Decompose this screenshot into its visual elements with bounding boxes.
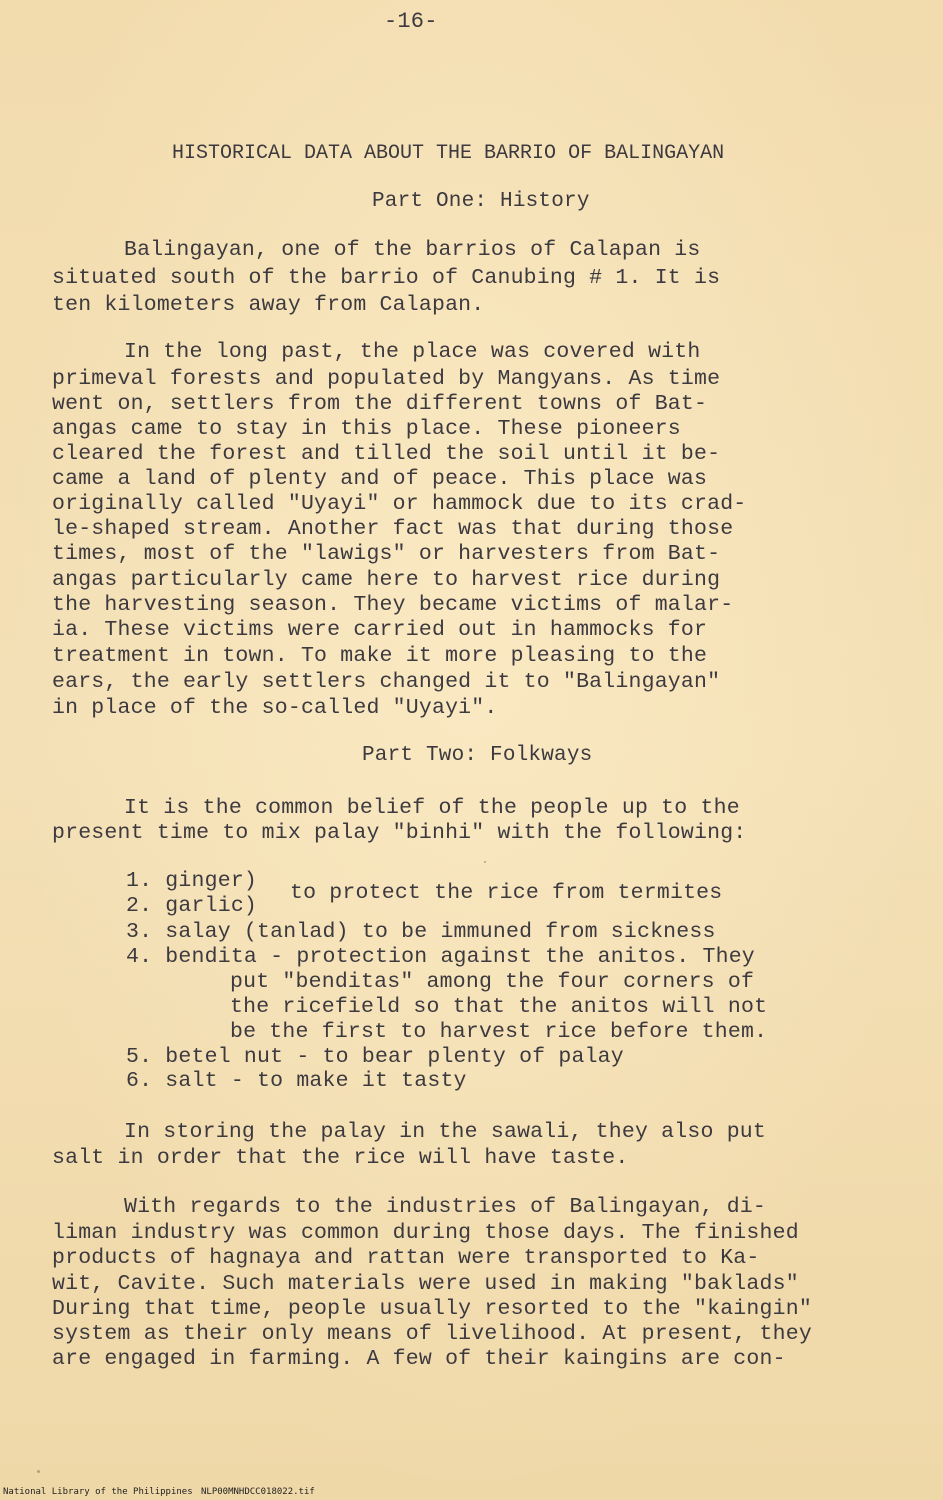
paragraph-line: With regards to the industries of Balingayan, di- [124, 1195, 767, 1219]
list-item-continuation: put "benditas" among the four corners of [230, 970, 755, 994]
paragraph-line: Balingayan, one of the barrios of Calapan is [124, 238, 701, 262]
list-item: 5. betel nut - to bear plenty of palay [126, 1045, 624, 1069]
paragraph-line: le-shaped stream. Another fact was that during those [52, 517, 734, 541]
paragraph-line: angas particularly came here to harvest rice during [52, 568, 721, 592]
paragraph-line: present time to mix palay "binhi" with the following: [52, 821, 747, 845]
paragraph-line: cleared the forest and tilled the soil until it be- [52, 442, 721, 466]
paragraph-line: liman industry was common during those days. The finished [52, 1221, 799, 1245]
paragraph-line: system as their only means of livelihood. At present, they [52, 1322, 812, 1346]
part-one-heading: Part One: History [372, 190, 590, 213]
paragraph-line: went on, settlers from the different towns of Bat- [52, 392, 708, 416]
list-item-continuation: the ricefield so that the anitos will not [230, 995, 768, 1019]
paragraph-line: the harvesting season. They became victims of malar- [52, 593, 734, 617]
paragraph-line: are engaged in farming. A few of their kaingins are con- [52, 1347, 786, 1371]
paper-speck [37, 1470, 40, 1473]
paragraph-line: products of hagnaya and rattan were transported to Ka- [52, 1246, 760, 1270]
paragraph-line: It is the common belief of the people up to the [124, 796, 740, 820]
paragraph-line: ia. These victims were carried out in hammocks for [52, 618, 708, 642]
paragraph-line: During that time, people usually resorted to the "kaingin" [52, 1297, 812, 1321]
paragraph-line: situated south of the barrio of Canubing # 1. It is [52, 266, 721, 290]
list-item: 4. bendita - protection against the anitos. They [126, 945, 755, 969]
paragraph-line: in place of the so-called "Uyayi". [52, 696, 498, 720]
paragraph-line: In storing the palay in the sawali, they also put [124, 1120, 767, 1144]
paper-speck [484, 861, 486, 863]
footer-file-id: NLP00MNHDCC018022.tif [201, 1487, 315, 1497]
paragraph-line: primeval forests and populated by Mangyans. As time [52, 367, 721, 391]
list-item: 1. ginger) [126, 869, 258, 893]
paragraph-line: ten kilometers away from Calapan. [52, 293, 485, 317]
footer-library: National Library of the Philippines [3, 1487, 193, 1497]
paragraph-line: In the long past, the place was covered with [124, 340, 701, 364]
list-item-continuation: be the first to harvest rice before them. [230, 1020, 768, 1044]
page-number: -16- [384, 9, 438, 34]
list-bracket-note: to protect the rice from termites [290, 881, 723, 905]
list-item: 2. garlic) [126, 894, 258, 918]
part-two-heading: Part Two: Folkways [362, 744, 593, 767]
list-item: 6. salt - to make it tasty [126, 1069, 467, 1093]
paragraph-line: times, most of the "lawigs" or harvesters from Bat- [52, 542, 721, 566]
paragraph-line: ears, the early settlers changed it to "Balingayan" [52, 670, 721, 694]
list-item: 3. salay (tanlad) to be immuned from sickness [126, 920, 716, 944]
paragraph-line: treatment in town. To make it more pleasing to the [52, 644, 708, 668]
paragraph-line: angas came to stay in this place. These pioneers [52, 417, 681, 441]
paragraph-line: wit, Cavite. Such materials were used in making "baklads" [52, 1272, 799, 1296]
paragraph-line: came a land of plenty and of peace. This place was [52, 467, 708, 491]
paragraph-line: originally called "Uyayi" or hammock due to its crad- [52, 492, 747, 516]
document-title: HISTORICAL DATA ABOUT THE BARRIO OF BALINGAYAN [172, 142, 725, 165]
paragraph-line: salt in order that the rice will have taste. [52, 1146, 629, 1170]
